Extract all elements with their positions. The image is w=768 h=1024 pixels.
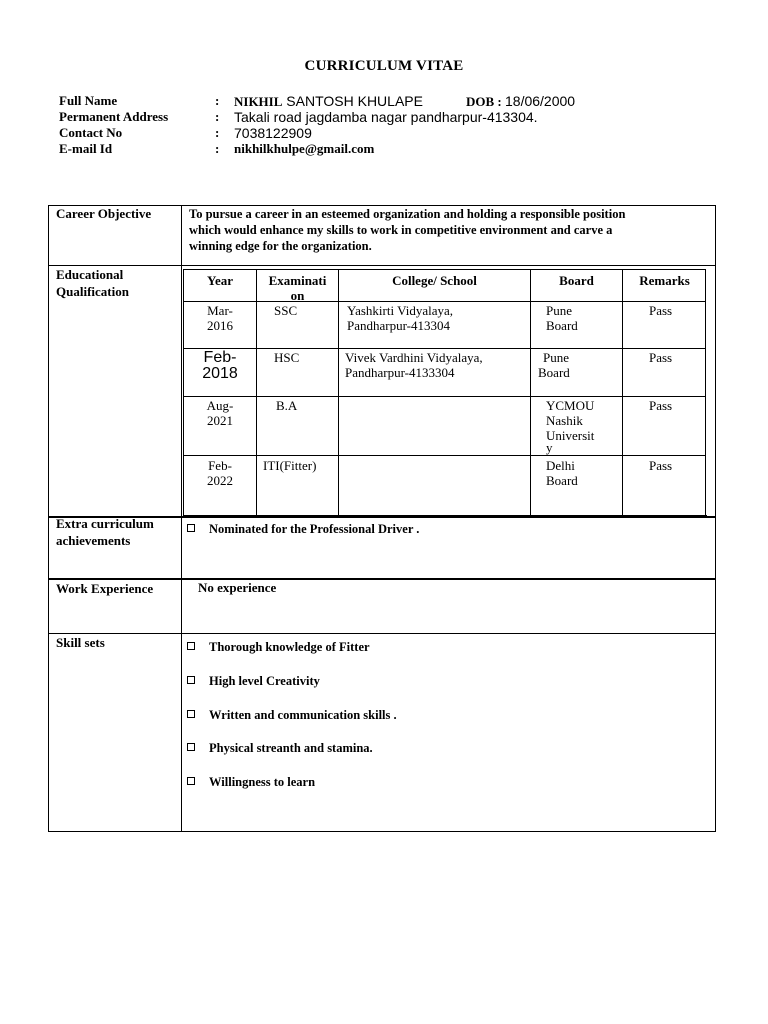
board-line: Board	[538, 365, 570, 380]
header-remarks: Remarks	[639, 273, 690, 288]
dob	[466, 93, 575, 110]
skill-text: Written and communication skills .	[209, 708, 397, 722]
header-examination-line: Examinati	[268, 273, 327, 288]
checkbox-bullet-icon	[187, 642, 195, 650]
year-line: Feb-	[208, 458, 232, 473]
board-line: Pune	[543, 350, 569, 365]
extra-curriculum-item	[187, 521, 419, 537]
year-line: Feb-	[203, 349, 237, 366]
college-line: Yashkirti Vidyalaya,	[347, 303, 453, 318]
dob-value: 18/06/2000	[505, 93, 576, 109]
edu-row-divider	[183, 455, 706, 456]
row-remarks: Pass	[649, 458, 673, 473]
education-label	[56, 266, 129, 300]
email-value: nikhilkhulpe@gmail.com	[234, 141, 375, 156]
row-remarks: Pass	[649, 350, 673, 365]
board-line: Board	[546, 318, 578, 333]
skill-item	[187, 707, 397, 723]
college-line: Vivek Vardhini Vidyalaya,	[345, 350, 483, 365]
row-exam: SSC	[274, 303, 298, 318]
address-label: Permanent Address	[59, 109, 169, 124]
skill-text: Physical streanth and stamina.	[209, 741, 373, 755]
extra-label-line: Extra curriculum	[56, 516, 154, 531]
skill-item	[187, 740, 373, 756]
checkbox-bullet-icon	[187, 676, 195, 684]
row-exam: ITI(Fitter)	[263, 458, 317, 473]
contact-value: 7038122909	[234, 125, 312, 141]
year-line: 2018	[202, 365, 238, 382]
edu-col-divider	[256, 269, 257, 517]
row-exam: B.A	[276, 398, 298, 413]
education-label-line: Qualification	[56, 284, 129, 299]
full-name-value	[234, 93, 423, 110]
header-examination-line: on	[290, 288, 305, 303]
edu-col-divider	[530, 269, 531, 517]
edu-row-divider	[183, 348, 706, 349]
checkbox-bullet-icon	[187, 777, 195, 785]
dob-label: DOB :	[466, 94, 505, 109]
rest-name: SANTOSH KHULAPE	[282, 93, 423, 109]
skill-text: High level Creativity	[209, 674, 320, 688]
year-line: 2021	[207, 413, 233, 428]
row-divider	[48, 265, 716, 266]
row-year	[184, 458, 256, 488]
row-exam: HSC	[274, 350, 300, 365]
board-line: Delhi	[546, 458, 575, 473]
full-name-label: Full Name	[59, 93, 118, 108]
row-college	[347, 303, 453, 333]
document-title: CURRICULUM VITAE	[304, 58, 464, 74]
checkbox-bullet-icon	[187, 524, 195, 532]
row-board	[546, 458, 578, 488]
header-year: Year	[207, 273, 233, 288]
board-line: y	[546, 440, 553, 455]
skill-text: Willingness to learn	[209, 775, 316, 789]
row-year	[184, 398, 256, 428]
contact-label: Contact No	[59, 125, 123, 140]
edu-col-divider	[622, 269, 623, 517]
row-board	[546, 303, 578, 333]
career-objective-label: Career Objective	[56, 206, 152, 221]
row-board	[546, 398, 594, 453]
year-line: 2016	[207, 318, 233, 333]
education-label-line: Educational	[56, 267, 124, 282]
college-line: Pandharpur-4133304	[345, 365, 455, 380]
row-divider	[48, 633, 716, 634]
education-table-bottom-border	[183, 515, 707, 518]
extra-item-text: Nominated for the Professional Driver .	[209, 522, 420, 536]
year-line: Mar-	[207, 303, 233, 318]
board-line: Pune	[546, 303, 572, 318]
year-line: Aug-	[206, 398, 234, 413]
skill-sets-label: Skill sets	[56, 635, 105, 650]
skill-item	[187, 774, 315, 790]
checkbox-bullet-icon	[187, 743, 195, 751]
row-board	[538, 350, 570, 380]
board-line: Nashik	[546, 413, 583, 428]
checkbox-bullet-icon	[187, 710, 195, 718]
college-line: Pandharpur-413304	[347, 318, 450, 333]
main-column-divider	[181, 205, 182, 832]
skill-item	[187, 639, 370, 655]
board-line: YCMOU	[546, 398, 595, 413]
row-year	[184, 350, 256, 382]
edu-row-divider	[183, 396, 706, 397]
objective-line: To pursue a career in an esteemed organization and holding a responsible position	[189, 207, 626, 221]
header-college: College/ School	[392, 273, 477, 288]
extra-label-line: achievements	[56, 533, 131, 548]
row-remarks: Pass	[649, 303, 673, 318]
skill-text: Thorough knowledge of Fitter	[209, 640, 370, 654]
header-board: Board	[559, 273, 594, 288]
board-line: Universit	[546, 428, 595, 443]
year-line: 2022	[207, 473, 233, 488]
work-experience-label: Work Experience	[56, 581, 154, 596]
objective-line: which would enhance my skills to work in competitive environment and carve a	[189, 223, 613, 237]
colon: :	[215, 109, 220, 124]
address-value: Takali road jagdamba nagar pandharpur-413304.	[234, 109, 538, 125]
row-remarks: Pass	[649, 398, 673, 413]
colon: :	[215, 93, 220, 108]
row-year	[184, 303, 256, 333]
first-name: NIKHIL	[234, 94, 283, 109]
extra-curriculum-label	[56, 515, 154, 549]
colon: :	[215, 141, 220, 156]
career-objective-text	[189, 206, 709, 254]
objective-line: winning edge for the organization.	[189, 239, 372, 253]
row-college	[345, 350, 483, 380]
board-line: Board	[546, 473, 578, 488]
work-experience-value: No experience	[198, 580, 277, 595]
skill-item	[187, 673, 320, 689]
email-label: E-mail Id	[59, 141, 113, 156]
edu-col-divider	[338, 269, 339, 517]
colon: :	[215, 125, 220, 140]
header-examination	[257, 273, 338, 303]
